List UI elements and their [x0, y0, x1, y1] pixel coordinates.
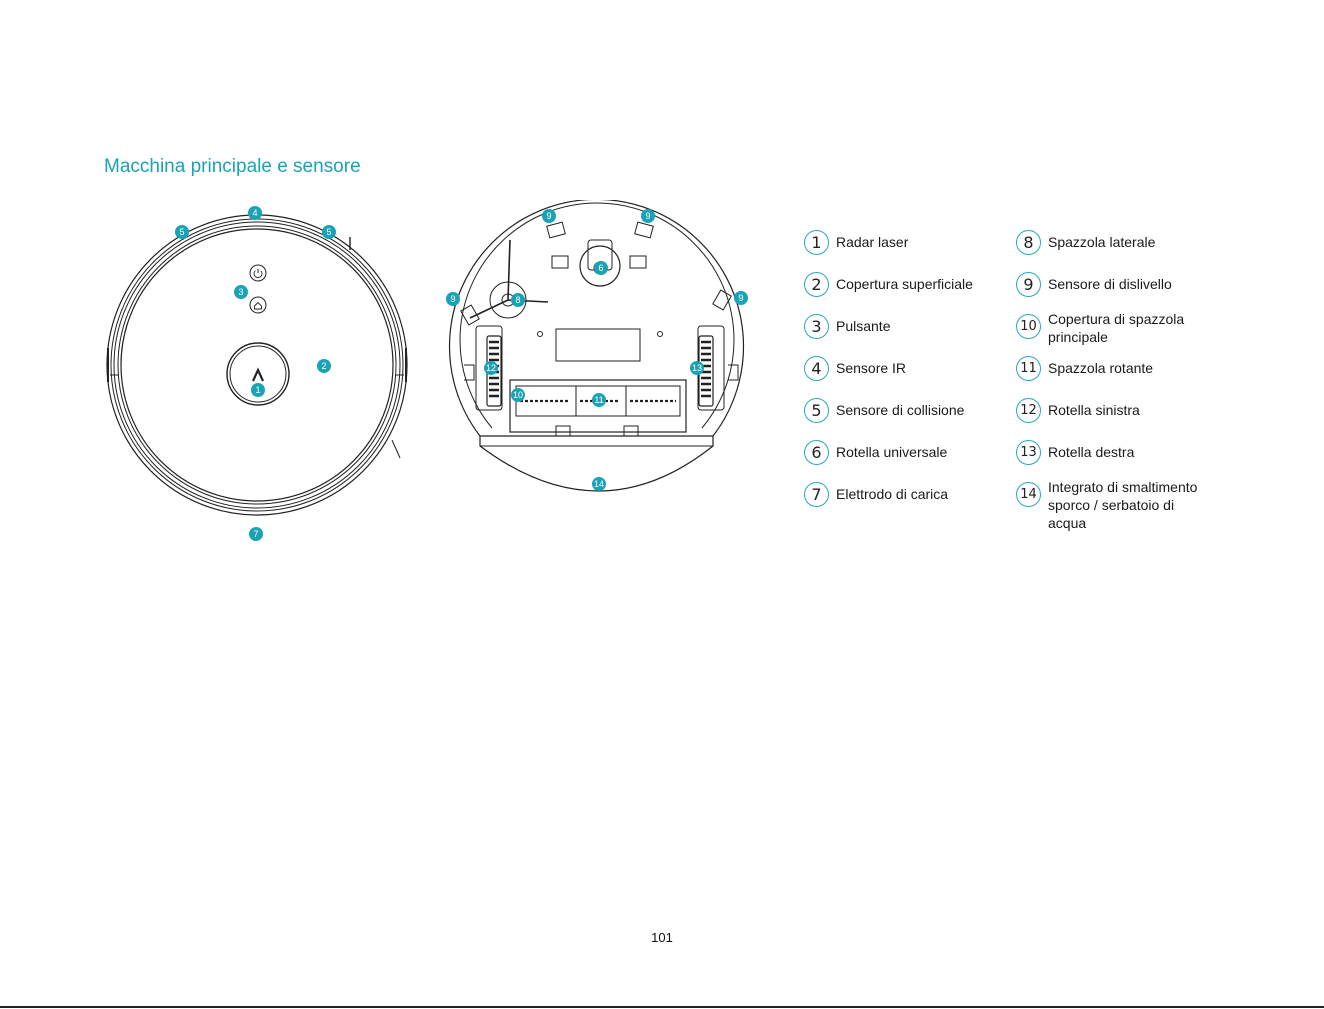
parts-legend [804, 228, 1264, 558]
legend-item-11 [1016, 356, 1153, 381]
legend-item-2 [804, 272, 973, 297]
marker-14 [592, 477, 606, 491]
robot-diagram [100, 200, 780, 550]
svg-text:9: 9 [450, 294, 456, 305]
marker-5-right [322, 225, 336, 239]
marker-3 [234, 285, 248, 299]
legend-label: Rotella sinistra [1048, 402, 1140, 418]
legend-label: Sensore IR [836, 360, 907, 376]
svg-text:6: 6 [598, 263, 604, 274]
svg-text:2: 2 [321, 361, 327, 372]
legend-number: 13 [1016, 440, 1041, 465]
svg-text:8: 8 [515, 295, 521, 306]
robot-bottom-view [449, 200, 743, 491]
marker-11 [592, 393, 606, 407]
svg-text:12: 12 [485, 363, 497, 374]
svg-text:5: 5 [179, 227, 185, 238]
svg-text:1: 1 [255, 385, 261, 396]
svg-text:9: 9 [645, 211, 651, 222]
legend-item-10 [1016, 311, 1226, 346]
section-title: Macchina principale e sensore [104, 156, 361, 177]
legend-item-13 [1016, 440, 1134, 465]
legend-number: 4 [804, 356, 829, 381]
legend-label: Integrato di smaltimento sporco / serbatoio di acqua [1048, 479, 1198, 531]
page-number: 101 [651, 930, 673, 945]
marker-9-top-left [542, 209, 556, 223]
svg-text:7: 7 [253, 529, 259, 540]
marker-7 [249, 527, 263, 541]
legend-item-6 [804, 440, 947, 465]
bottom-rule [0, 1006, 1324, 1008]
marker-9-top-right [641, 209, 655, 223]
marker-9-left [446, 292, 460, 306]
legend-number: 12 [1016, 398, 1041, 423]
legend-number: 8 [1016, 230, 1041, 255]
legend-number: 3 [804, 314, 829, 339]
legend-number: 7 [804, 482, 829, 507]
marker-13 [690, 361, 704, 375]
marker-10 [511, 388, 525, 402]
svg-text:14: 14 [593, 479, 605, 490]
marker-12 [484, 361, 498, 375]
legend-label: Spazzola rotante [1048, 360, 1154, 376]
legend-item-12 [1016, 398, 1140, 423]
marker-2 [317, 359, 331, 373]
marker-9-right [734, 291, 748, 305]
svg-text:3: 3 [238, 287, 244, 298]
legend-item-14 [1016, 479, 1226, 532]
legend-label: Copertura di spazzola principale [1048, 311, 1185, 345]
legend-label: Sensore di collisione [836, 402, 965, 418]
legend-label: Spazzola laterale [1048, 234, 1156, 250]
legend-item-7 [804, 482, 948, 507]
legend-item-8 [1016, 230, 1155, 255]
marker-1 [251, 383, 265, 397]
svg-text:4: 4 [252, 208, 258, 219]
legend-number: 14 [1016, 482, 1041, 507]
legend-label: Radar laser [836, 234, 909, 250]
legend-number: 5 [804, 398, 829, 423]
legend-item-4 [804, 356, 906, 381]
marker-4 [248, 206, 262, 220]
svg-text:5: 5 [326, 227, 332, 238]
legend-label: Pulsante [836, 318, 891, 334]
legend-number: 10 [1016, 314, 1041, 339]
legend-number: 9 [1016, 272, 1041, 297]
marker-8 [511, 293, 525, 307]
legend-label: Copertura superficiale [836, 276, 973, 292]
svg-text:9: 9 [546, 211, 552, 222]
legend-label: Elettrodo di carica [836, 486, 949, 502]
legend-number: 11 [1016, 356, 1041, 381]
marker-6 [594, 261, 608, 275]
legend-label: Rotella universale [836, 444, 948, 460]
legend-label: Sensore di dislivello [1048, 276, 1172, 292]
legend-item-9 [1016, 272, 1172, 297]
svg-text:9: 9 [738, 293, 744, 304]
legend-item-3 [804, 314, 890, 339]
legend-number: 1 [804, 230, 829, 255]
legend-label: Rotella destra [1048, 444, 1135, 460]
marker-5-left [175, 225, 189, 239]
svg-text:10: 10 [512, 390, 524, 401]
svg-text:11: 11 [594, 395, 604, 406]
legend-item-5 [804, 398, 964, 423]
svg-text:13: 13 [691, 363, 703, 374]
robot-top-view [107, 215, 407, 515]
legend-number: 2 [804, 272, 829, 297]
legend-item-1 [804, 230, 908, 255]
legend-number: 6 [804, 440, 829, 465]
